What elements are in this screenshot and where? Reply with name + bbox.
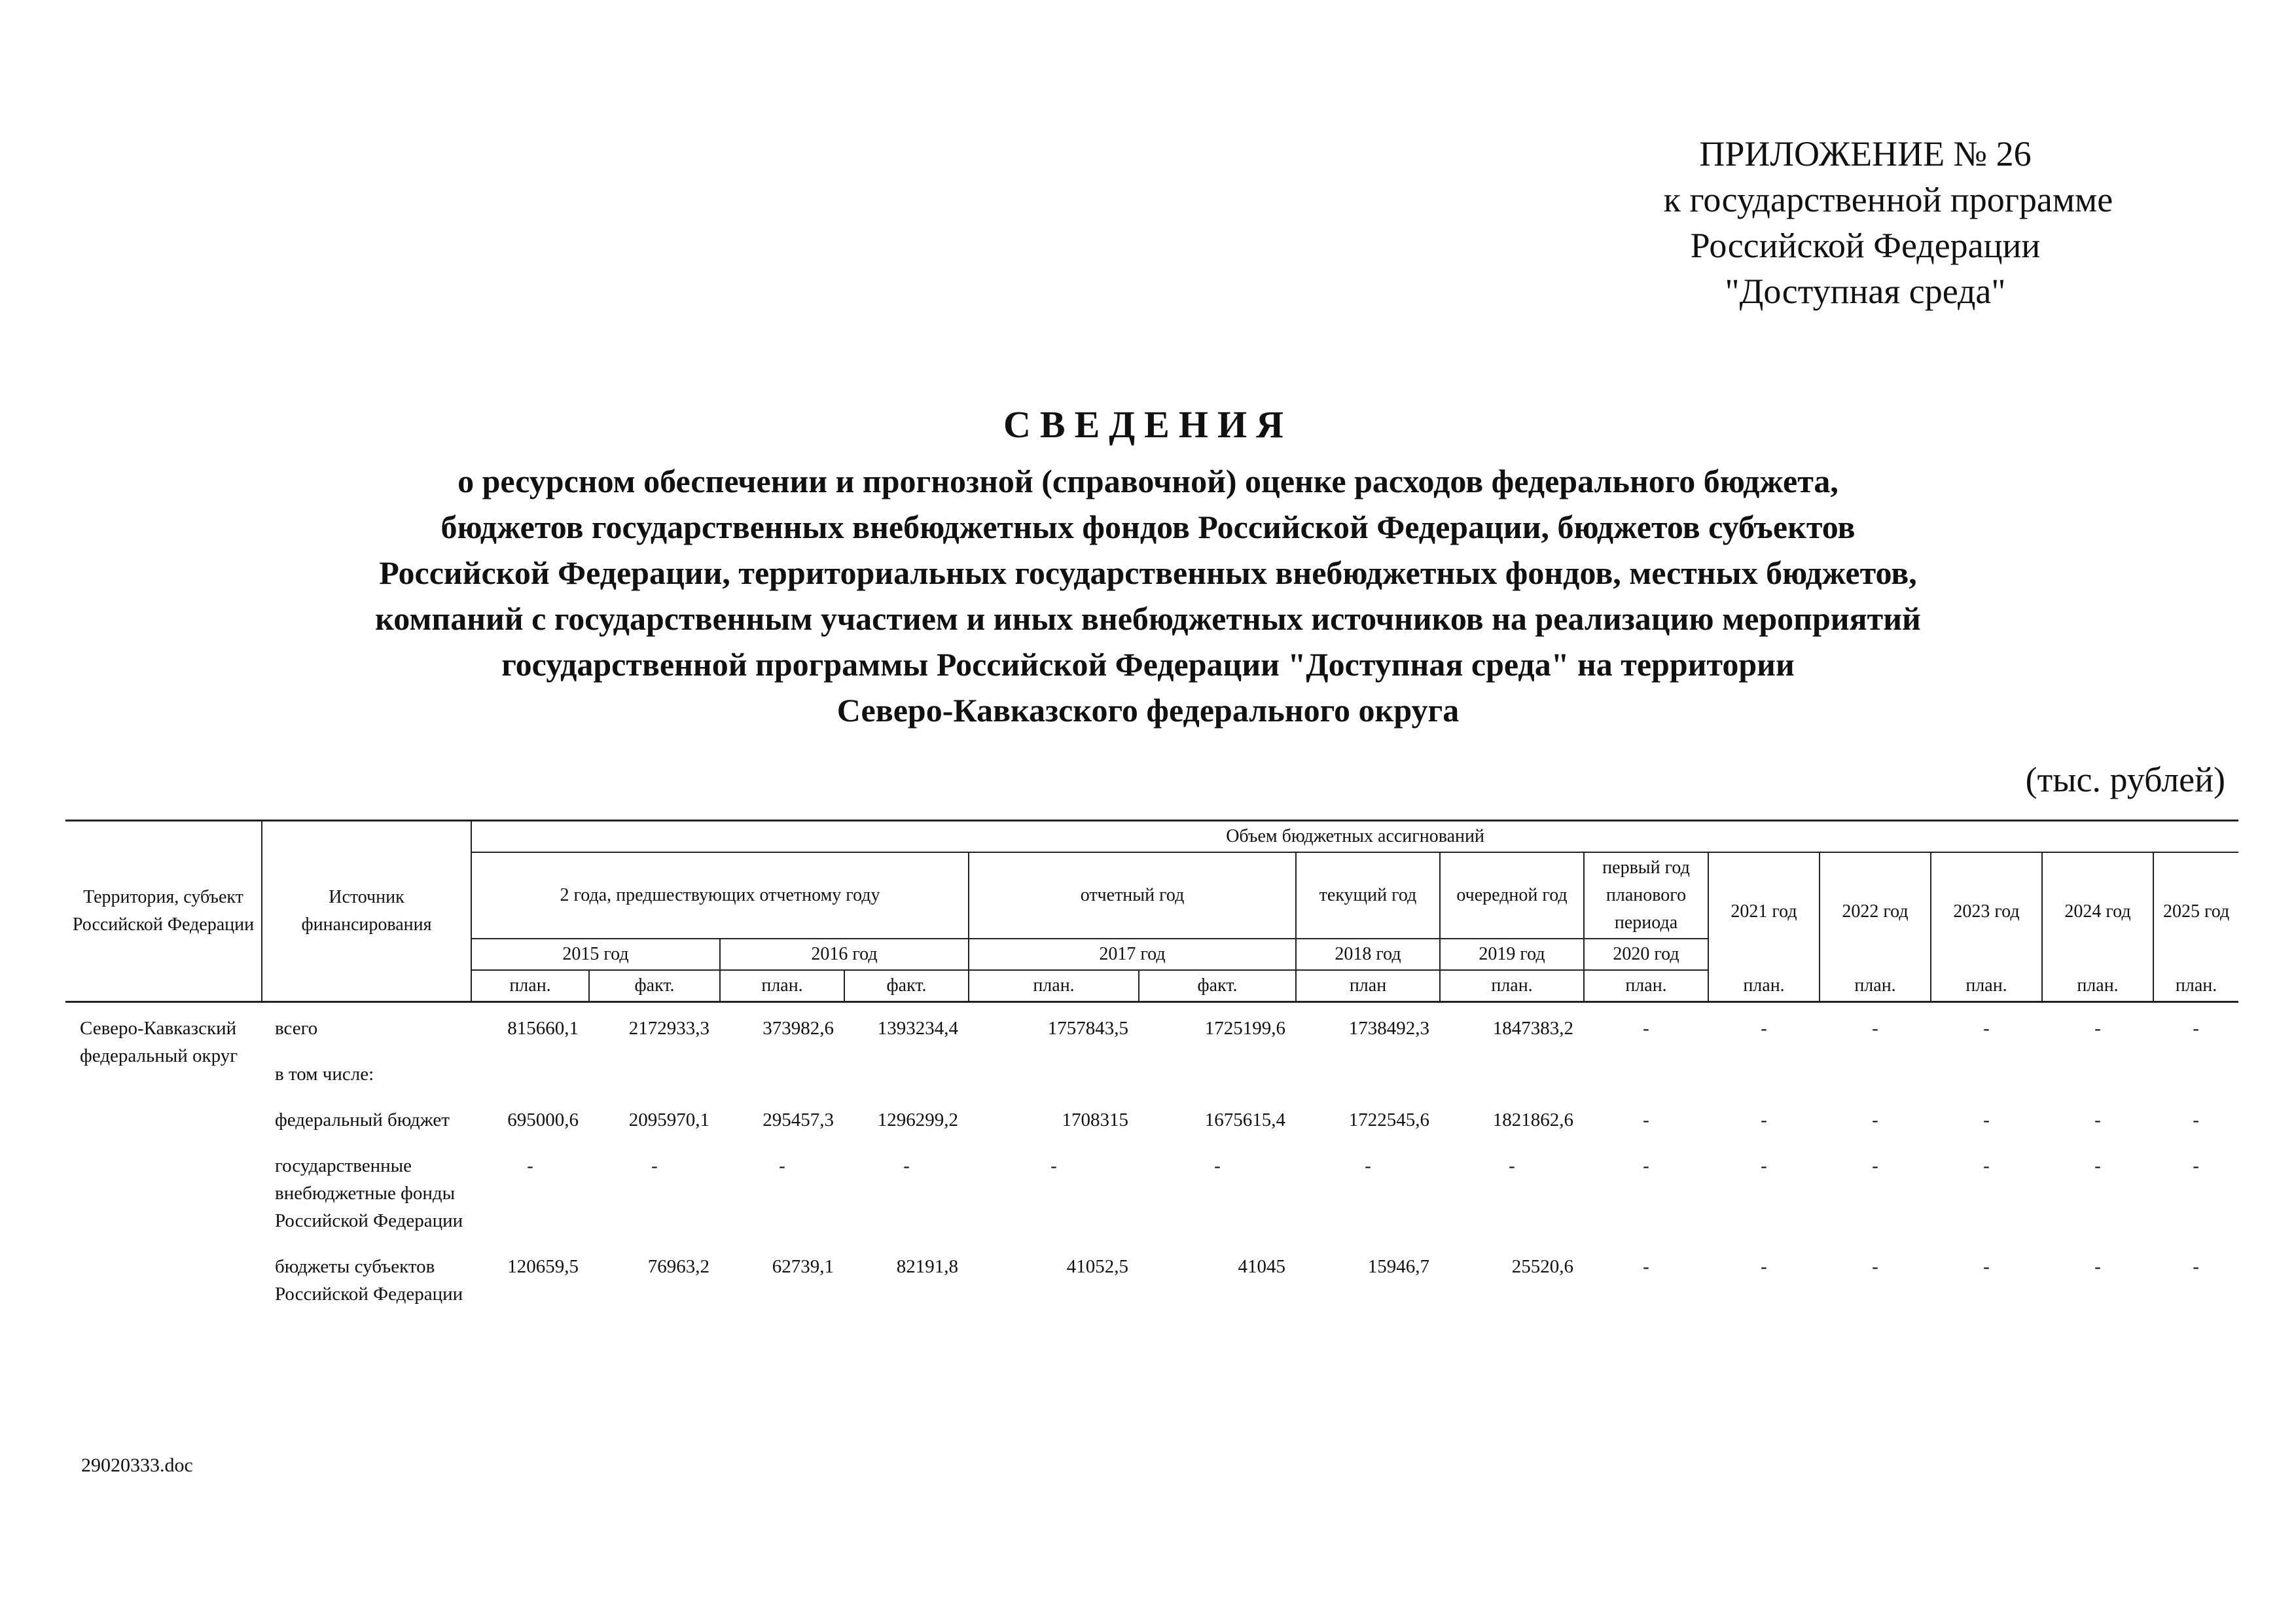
header-plan-fact-cell: факт. xyxy=(589,970,720,1002)
value-cell: - xyxy=(2094,1018,2101,1039)
subtitle-line: Российской Федерации, территориальных государственных внебюджетных фондов, местных бюджетов, xyxy=(379,554,1917,591)
file-name-footer: 29020333.doc xyxy=(81,1454,193,1476)
value-cell: - xyxy=(1365,1155,1371,1176)
value-cell: - xyxy=(527,1155,533,1176)
header-report-year: отчетный год xyxy=(969,852,1296,939)
header-prev-two-years: 2 года, предшествующих отчетному году xyxy=(471,852,969,939)
value-cell: - xyxy=(1872,1155,1878,1176)
header-2023: 2023 год xyxy=(1931,852,2042,970)
table-head xyxy=(65,821,2238,1002)
subtitle-line: Северо-Кавказского федерального округа xyxy=(836,692,1460,729)
source-cell: в том числе: xyxy=(275,1064,374,1085)
value-cell: 1738492,3 xyxy=(1348,1018,1429,1039)
value-cell: - xyxy=(1214,1155,1221,1176)
value-cell: 76963,2 xyxy=(647,1256,709,1277)
header-2025: 2025 год xyxy=(2153,852,2238,970)
value-cell: - xyxy=(1872,1018,1878,1039)
value-cell: 295457,3 xyxy=(762,1110,834,1130)
value-cell: 120659,5 xyxy=(507,1256,579,1277)
source-cell: бюджеты субъектов Российской Федерации xyxy=(275,1256,463,1305)
header-year-2020: 2020 год xyxy=(1584,939,1708,970)
value-cell: 41052,5 xyxy=(1066,1256,1128,1277)
header-next-year: очередной год xyxy=(1440,852,1584,939)
value-cell xyxy=(1296,1049,1440,1094)
appendix-line-2: к государственной программе xyxy=(1663,180,2113,219)
value-cell: - xyxy=(1761,1110,1767,1130)
value-cell xyxy=(969,1049,1139,1094)
source-cell: всего xyxy=(275,1018,318,1039)
value-cell: - xyxy=(1643,1256,1649,1277)
subtitle-line: бюджетов государственных внебюджетных фондов Российской Федерации, бюджетов субъектов xyxy=(440,509,1856,545)
value-cell: 1722545,6 xyxy=(1348,1110,1429,1130)
value-cell: 62739,1 xyxy=(772,1256,834,1277)
header-2024: 2024 год xyxy=(2042,852,2153,970)
value-cell: - xyxy=(1761,1018,1767,1039)
appendix-line-3: Российской Федерации xyxy=(1690,226,2041,265)
value-cell xyxy=(2153,1049,2238,1094)
header-plan-fact-cell: план. xyxy=(1708,970,1820,1002)
value-cell: - xyxy=(651,1155,658,1176)
value-cell xyxy=(1820,1049,1931,1094)
value-cell: - xyxy=(1509,1155,1515,1176)
value-cell xyxy=(1440,1049,1584,1094)
header-year-2015: 2015 год xyxy=(471,939,720,970)
header-2021: 2021 год xyxy=(1708,852,1820,970)
value-cell: - xyxy=(2193,1155,2199,1176)
document-title: СВЕДЕНИЯ xyxy=(1003,403,1293,446)
header-territory: Территория, субъект Российской Федерации xyxy=(65,821,262,1002)
table-row xyxy=(65,1140,2238,1241)
value-cell: - xyxy=(779,1155,785,1176)
value-cell: - xyxy=(1643,1018,1649,1039)
value-cell: - xyxy=(2193,1018,2199,1039)
subtitle-line: о ресурсном обеспечении и прогнозной (справочной) оценке расходов федерального бюджета, xyxy=(457,463,1839,499)
value-cell xyxy=(1584,1049,1708,1094)
header-plan-fact-cell: план. xyxy=(1931,970,2042,1002)
value-cell: - xyxy=(2193,1256,2199,1277)
value-cell: 2172933,3 xyxy=(628,1018,709,1039)
value-cell xyxy=(471,1049,589,1094)
header-source: Источник финансирования xyxy=(262,821,471,1002)
value-cell: - xyxy=(1983,1018,1990,1039)
table-row xyxy=(65,1241,2238,1314)
value-cell: - xyxy=(1983,1155,1990,1176)
value-cell: 1821862,6 xyxy=(1492,1110,1573,1130)
value-cell: - xyxy=(1872,1110,1878,1130)
value-cell: - xyxy=(1643,1155,1649,1176)
value-cell: - xyxy=(1050,1155,1057,1176)
subtitle-line: государственной программы Российской Федерации "Доступная среда" на территории xyxy=(501,646,1795,683)
value-cell: - xyxy=(1983,1110,1990,1130)
value-cell: 82191,8 xyxy=(896,1256,958,1277)
header-plan-fact-cell: план. xyxy=(969,970,1139,1002)
units-label: (тыс. рублей) xyxy=(2025,760,2225,799)
value-cell: - xyxy=(2094,1256,2101,1277)
header-year-2017: 2017 год xyxy=(969,939,1296,970)
value-cell xyxy=(1708,1049,1820,1094)
value-cell: - xyxy=(1761,1256,1767,1277)
header-first-plan-year: первый год планового периода xyxy=(1584,852,1708,939)
value-cell: 41045 xyxy=(1238,1256,1285,1277)
source-cell: федеральный бюджет xyxy=(275,1110,450,1130)
appendix-number: ПРИЛОЖЕНИЕ № 26 xyxy=(1699,134,2032,173)
value-cell: 1675615,4 xyxy=(1204,1110,1285,1130)
value-cell: - xyxy=(903,1155,910,1176)
value-cell: 695000,6 xyxy=(507,1110,579,1130)
appendix-header xyxy=(1571,131,2160,314)
value-cell: - xyxy=(2193,1110,2199,1130)
header-volume: Объем бюджетных ассигнований xyxy=(471,821,2238,853)
budget-table xyxy=(65,820,2238,1314)
value-cell xyxy=(720,1049,844,1094)
appendix-line-4: "Доступная среда" xyxy=(1725,272,2006,311)
table-row xyxy=(65,1049,2238,1094)
value-cell: - xyxy=(1761,1155,1767,1176)
header-plan-fact-cell: план. xyxy=(1440,970,1584,1002)
value-cell: 2095970,1 xyxy=(628,1110,709,1130)
table-row xyxy=(65,1002,2238,1049)
value-cell: - xyxy=(1983,1256,1990,1277)
subtitle-line: компаний с государственным участием и иных внебюджетных источников на реализацию мероприятий xyxy=(375,600,1921,637)
value-cell: 1725199,6 xyxy=(1204,1018,1285,1039)
value-cell xyxy=(1139,1049,1296,1094)
header-2022: 2022 год xyxy=(1820,852,1931,970)
header-plan-fact-cell: план. xyxy=(2042,970,2153,1002)
value-cell: 25520,6 xyxy=(1511,1256,1573,1277)
header-plan-fact-cell: факт. xyxy=(1139,970,1296,1002)
header-year-2018: 2018 год xyxy=(1296,939,1440,970)
value-cell: - xyxy=(2094,1155,2101,1176)
value-cell xyxy=(1931,1049,2042,1094)
value-cell: 1708315 xyxy=(1062,1110,1128,1130)
header-plan-fact-cell: план. xyxy=(471,970,589,1002)
value-cell: 373982,6 xyxy=(762,1018,834,1039)
territory-cell: Северо-Кавказский федеральный округ xyxy=(80,1018,238,1066)
value-cell: - xyxy=(2094,1110,2101,1130)
table-row xyxy=(65,1094,2238,1140)
header-current-year: текущий год xyxy=(1296,852,1440,939)
value-cell: 1757843,5 xyxy=(1047,1018,1128,1039)
header-year-2019: 2019 год xyxy=(1440,939,1584,970)
value-cell: 1296299,2 xyxy=(877,1110,958,1130)
value-cell: - xyxy=(1643,1110,1649,1130)
header-plan-fact-cell: план. xyxy=(2153,970,2238,1002)
document-subtitle xyxy=(131,458,2165,733)
value-cell: 15946,7 xyxy=(1367,1256,1429,1277)
header-plan-fact-cell: факт. xyxy=(844,970,969,1002)
header-plan-fact-cell: план. xyxy=(720,970,844,1002)
source-cell: государственные внебюджетные фонды Российской Федерации xyxy=(275,1155,463,1231)
value-cell: 815660,1 xyxy=(507,1018,579,1039)
header-plan-fact-cell: план xyxy=(1296,970,1440,1002)
header-year-2016: 2016 год xyxy=(720,939,969,970)
value-cell xyxy=(844,1049,969,1094)
value-cell: - xyxy=(1872,1256,1878,1277)
header-plan-fact-cell: план. xyxy=(1584,970,1708,1002)
value-cell xyxy=(589,1049,720,1094)
value-cell: 1393234,4 xyxy=(877,1018,958,1039)
header-plan-fact-cell: план. xyxy=(1820,970,1931,1002)
value-cell: 1847383,2 xyxy=(1492,1018,1573,1039)
table-body xyxy=(65,1002,2238,1315)
value-cell xyxy=(2042,1049,2153,1094)
